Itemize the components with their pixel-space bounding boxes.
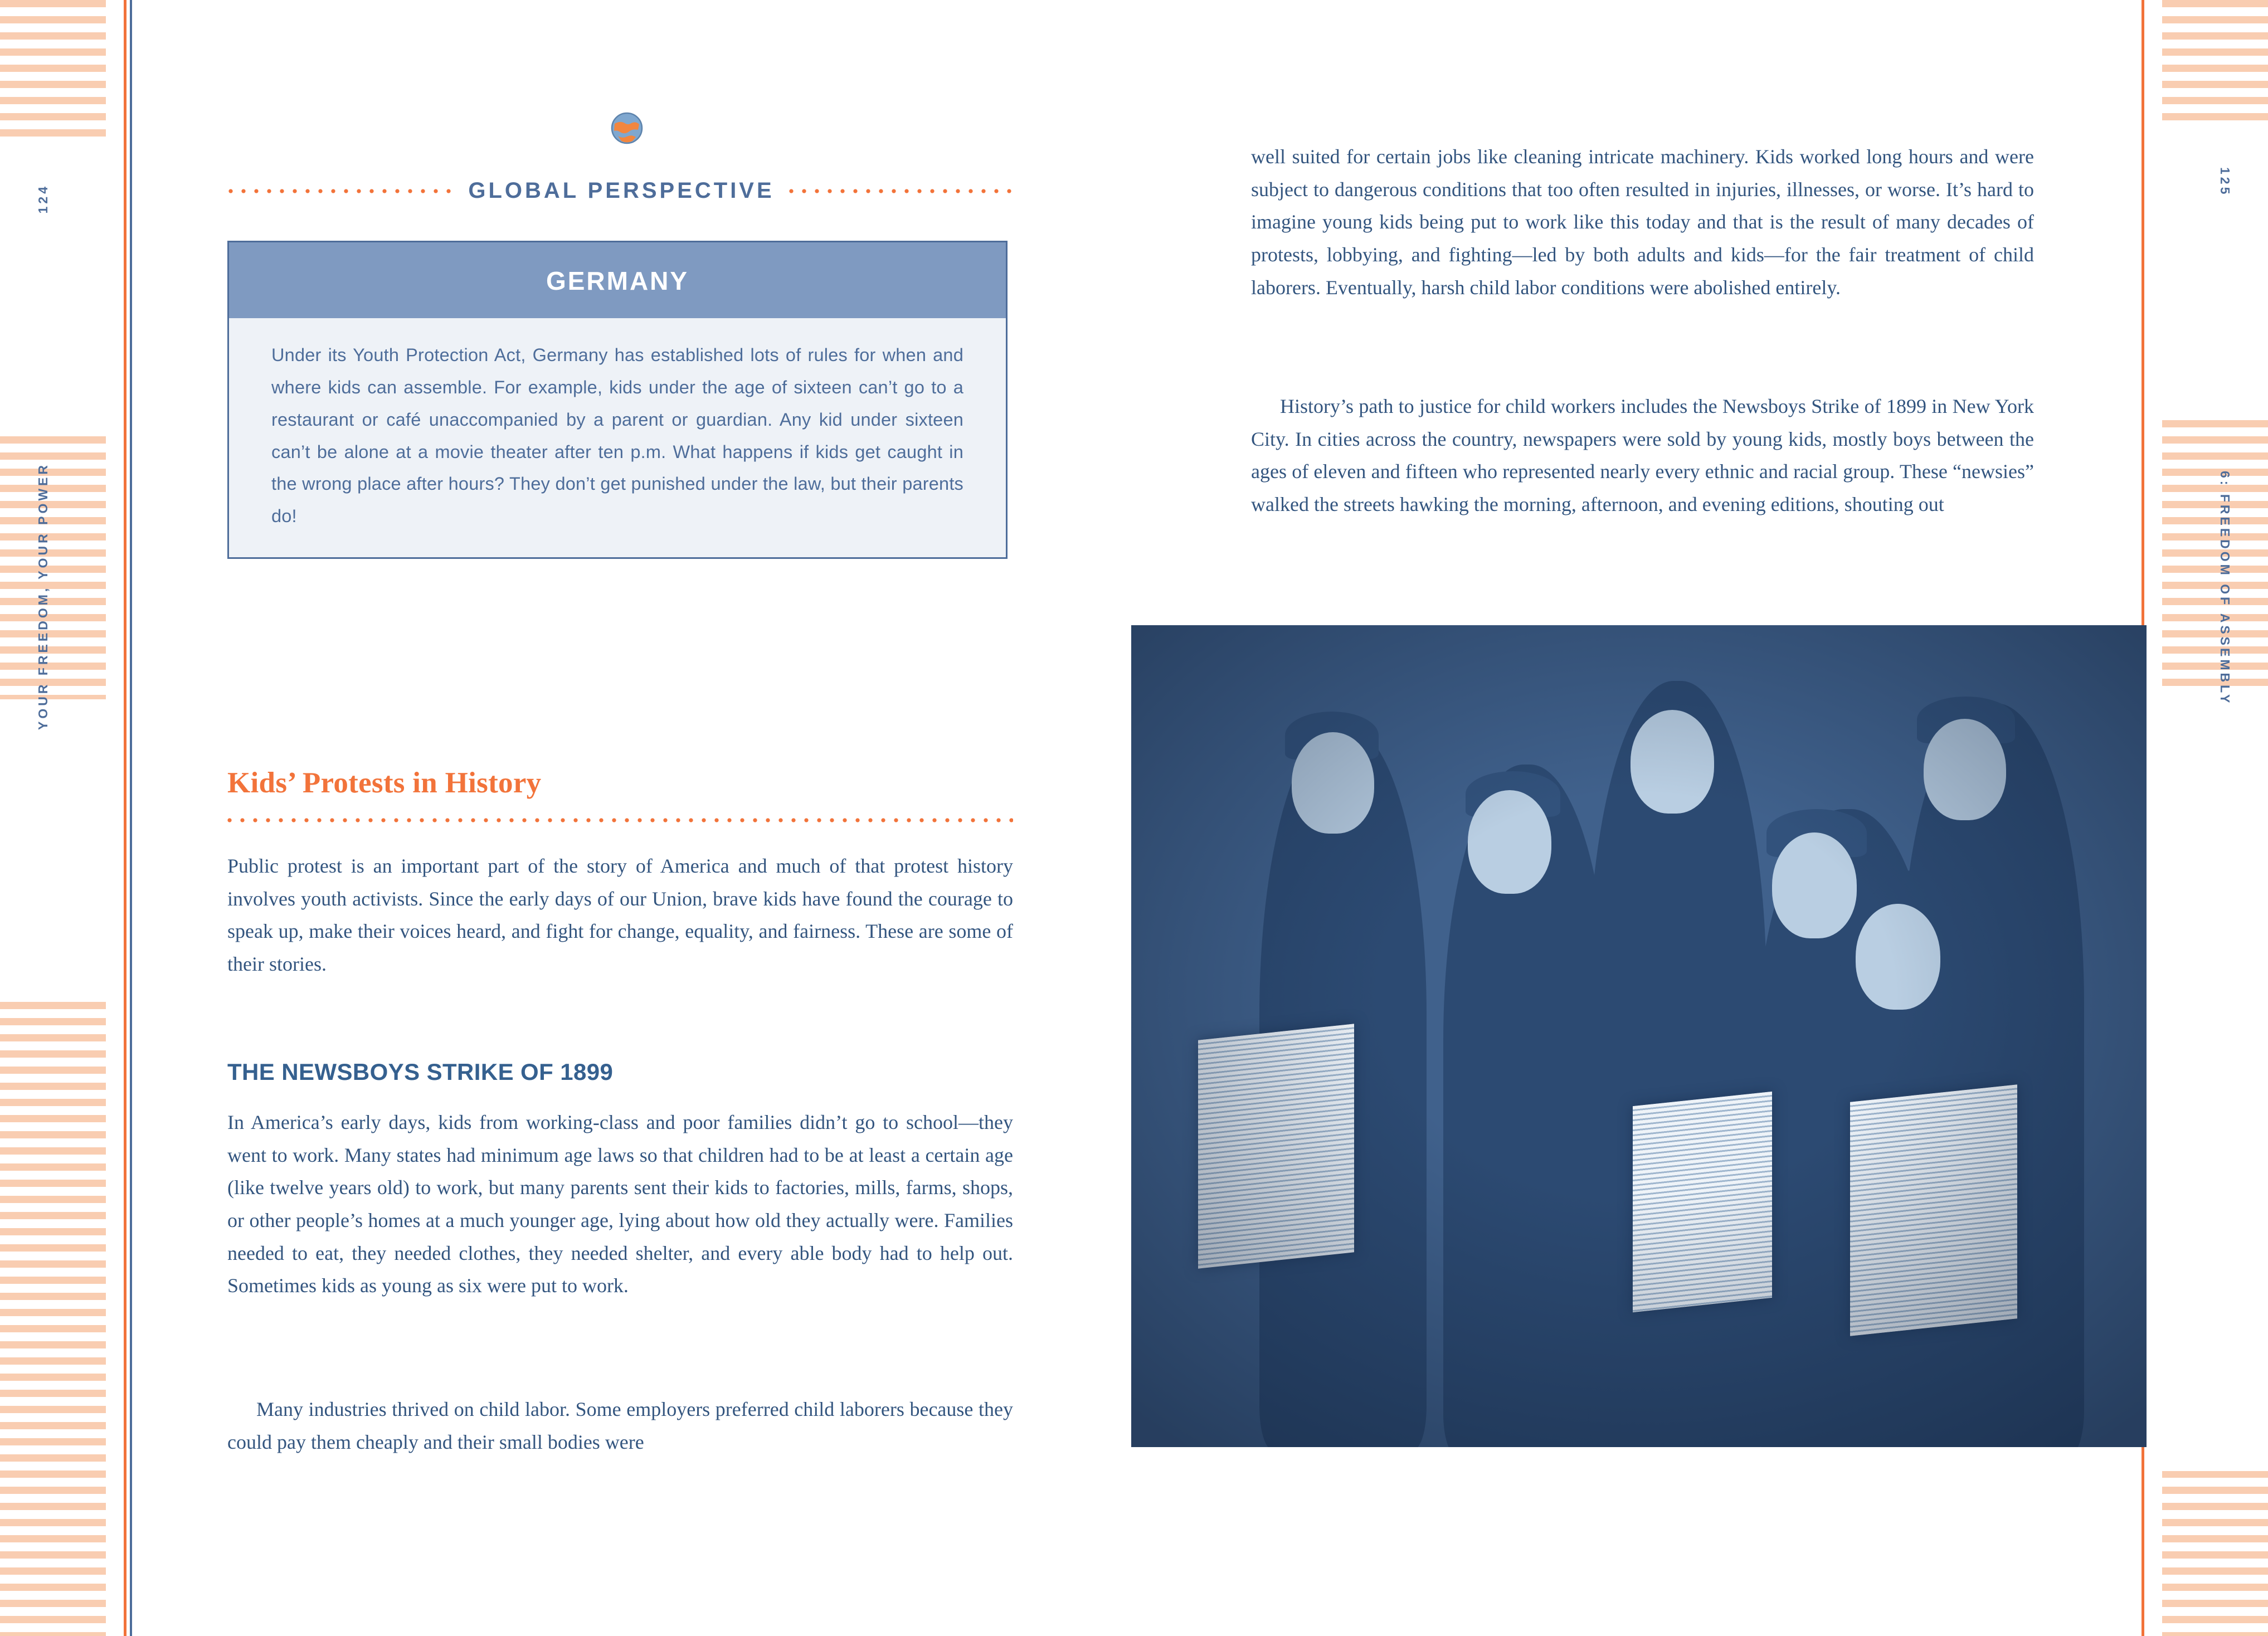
left-body-paragraph-2-block [227,1393,1013,1458]
globe-icon [610,111,644,145]
right-body-paragraph-1-block [1251,140,2034,304]
left-page-folio: 124 [36,184,50,214]
photo-vignette [1131,625,2147,1447]
right-edge-mask-bottom [2162,691,2268,1471]
right-page-folio: 125 [2218,167,2232,197]
germany-panel-text: Under its Youth Protection Act, Germany has established lots of rules for when and where kids can assemble. For example, kids under the age of sixteen can’t go to a restaurant or café unaccompanied by a parent or guardian. Any kid under sixteen can’t be alone at a movie theater after ten p.m. What happens if kids get caught in the wrong place after hours? They don’t get punished under the law, but their parents do! [271,345,963,527]
germany-panel-title: GERMANY [229,242,1006,318]
germany-panel [227,241,1008,559]
gp-dots-left [228,189,454,193]
left-body-paragraph-1: In America’s early days, kids from working-class and poor families didn’t go to school—they went to work. Many states had minimum age laws so that children had to be at least a certain age (like twelve years old) to work, but many parents sent their kids to factories, mills, farms, shops, or other people’s homes at a much younger age, lying about how old they actually were. Families needed to eat, they needed clothes, they needed shelter, and every able body had to help out. Sometimes kids as young as six were put to work. [227,1111,1013,1297]
left-margin-rule [130,0,132,1636]
global-perspective-header [228,178,1014,203]
left-edge-mask-bottom [0,699,106,1000]
left-edge-rule [124,0,126,1636]
left-body-paragraph-2: Many industries thrived on child labor. Some employers preferred child laborers because they could pay them cheaply and their small bodies were [227,1398,1013,1453]
gp-dots-right [789,189,1014,193]
section-heading: Kids’ Protests in History [227,767,542,799]
left-body-paragraph-1-block [227,1106,1013,1302]
right-body-paragraph-1: well suited for certain jobs like cleaning intricate machinery. Kids worked long hours and were subject to dangerous conditions that too often resulted in injuries, illnesses, or worse. It’s hard to imagine young kids being put to work like this today and that is the result of many decades of protests, lobbying, and fighting—led by both adults and kids—for the fair treatment of child laborers. Eventually, harsh child labor conditions were abolished entirely. [1251,145,2034,299]
right-body-paragraph-2-block [1251,390,2034,521]
subheading-newsboys-strike: THE NEWSBOYS STRIKE OF 1899 [227,1059,614,1085]
right-body-paragraph-2: History’s path to justice for child workers includes the Newsboys Strike of 1899 in New York City. In cities across the country, newspapers were sold by young kids, mostly boys between the ages of eleven and fifteen who represented nearly every ethnic and racial group. These “newsies” walked the streets hawking the morning, afternoon, and evening editions, shouting out [1251,395,2034,516]
right-running-head: 6: FREEDOM OF ASSEMBLY [2218,471,2232,706]
left-running-head: YOUR FREEDOM, YOUR POWER [36,462,50,730]
intro-paragraph-block [227,850,1013,981]
intro-paragraph: Public protest is an important part of the story of America and much of that protest history involves youth activists. Since the early days of our Union, brave kids have found the courage to speak up, make their voices heard, and fight for change, equality, and fairness. These are some of their stories. [227,855,1013,976]
newsboys-photograph [1131,625,2147,1447]
left-edge-mask-top [0,139,106,429]
right-edge-mask-top [2162,128,2268,418]
section-heading-rule [227,818,1013,822]
global-perspective-label: GLOBAL PERSPECTIVE [468,178,775,203]
